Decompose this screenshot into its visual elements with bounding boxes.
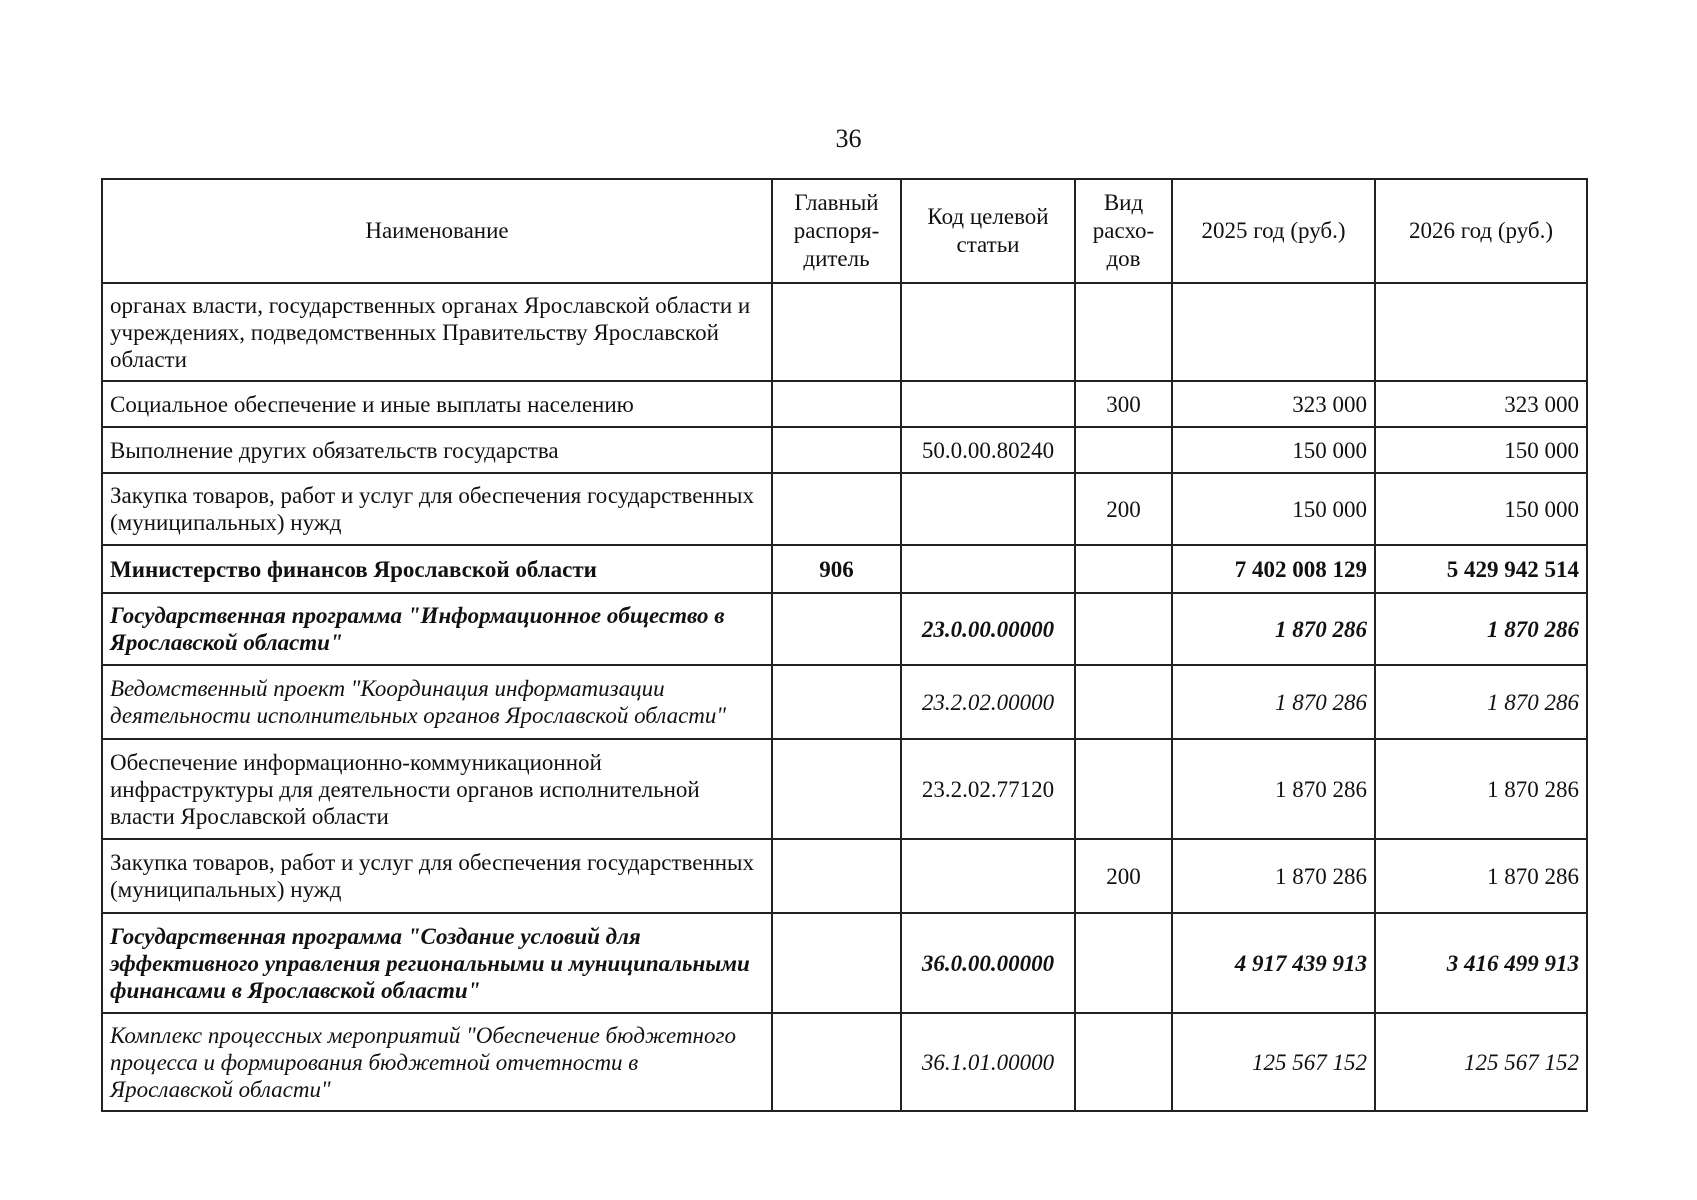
cell-2026: 1 870 286 (1375, 593, 1587, 665)
cell-code (901, 839, 1075, 913)
cell-name: Обеспечение информационно-коммуникационной инфраструктуры для деятельности органов исполнительной власти Ярославской области (102, 739, 772, 839)
cell-name: Закупка товаров, работ и услуг для обеспечения государственных (муниципальных) нужд (102, 473, 772, 545)
table-row (102, 1013, 1587, 1111)
cell-type: 200 (1075, 839, 1172, 913)
table-row (102, 283, 1587, 381)
cell-2025: 7 402 008 129 (1172, 545, 1375, 593)
cell-2025: 1 870 286 (1172, 839, 1375, 913)
cell-admin: 906 (772, 545, 901, 593)
cell-2025: 323 000 (1172, 381, 1375, 427)
cell-2026: 323 000 (1375, 381, 1587, 427)
cell-code (901, 545, 1075, 593)
cell-2025: 1 870 286 (1172, 665, 1375, 739)
cell-code (901, 473, 1075, 545)
cell-code: 23.0.00.00000 (901, 593, 1075, 665)
page-number: 36 (835, 124, 862, 153)
cell-code (901, 283, 1075, 381)
cell-2025: 125 567 152 (1172, 1013, 1375, 1111)
cell-code: 36.0.00.00000 (901, 913, 1075, 1013)
cell-code: 23.2.02.77120 (901, 739, 1075, 839)
cell-2026: 1 870 286 (1375, 665, 1587, 739)
cell-code: 36.1.01.00000 (901, 1013, 1075, 1111)
cell-admin (772, 473, 901, 545)
cell-type (1075, 545, 1172, 593)
cell-type (1075, 665, 1172, 739)
table-row (102, 381, 1587, 427)
cell-type (1075, 913, 1172, 1013)
budget-table (101, 178, 1588, 1112)
cell-admin (772, 283, 901, 381)
cell-code: 23.2.02.00000 (901, 665, 1075, 739)
table-row (102, 839, 1587, 913)
header-2026: 2026 год (руб.) (1375, 179, 1587, 283)
cell-name: Министерство финансов Ярославской области (102, 545, 772, 593)
cell-2026: 125 567 152 (1375, 1013, 1587, 1111)
cell-2026: 1 870 286 (1375, 839, 1587, 913)
table-header-row (102, 179, 1587, 283)
cell-name: Государственная программа "Информационное общество в Ярославской области" (102, 593, 772, 665)
cell-name: Социальное обеспечение и иные выплаты населению (102, 381, 772, 427)
cell-admin (772, 381, 901, 427)
table-row (102, 473, 1587, 545)
cell-2025: 150 000 (1172, 427, 1375, 473)
table-body (102, 283, 1587, 1111)
cell-type (1075, 283, 1172, 381)
cell-type (1075, 739, 1172, 839)
table-row (102, 427, 1587, 473)
header-2025: 2025 год (руб.) (1172, 179, 1375, 283)
cell-2026: 5 429 942 514 (1375, 545, 1587, 593)
cell-name: Выполнение других обязательств государства (102, 427, 772, 473)
cell-type (1075, 593, 1172, 665)
cell-2025: 1 870 286 (1172, 593, 1375, 665)
cell-2025: 150 000 (1172, 473, 1375, 545)
cell-2026: 3 416 499 913 (1375, 913, 1587, 1013)
header-code: Код целевой статьи (901, 179, 1075, 283)
header-type: Вид расхо-дов (1075, 179, 1172, 283)
cell-code (901, 381, 1075, 427)
table-row (102, 739, 1587, 839)
cell-name: Закупка товаров, работ и услуг для обеспечения государственных (муниципальных) нужд (102, 839, 772, 913)
cell-2025: 1 870 286 (1172, 739, 1375, 839)
table-row (102, 913, 1587, 1013)
cell-admin (772, 739, 901, 839)
cell-name: Ведомственный проект "Координация информатизации деятельности исполнительных органов Ярославской области" (102, 665, 772, 739)
cell-type (1075, 1013, 1172, 1111)
cell-admin (772, 1013, 901, 1111)
cell-type: 200 (1075, 473, 1172, 545)
cell-admin (772, 913, 901, 1013)
cell-admin (772, 427, 901, 473)
cell-admin (772, 839, 901, 913)
table-row (102, 665, 1587, 739)
cell-name: органах власти, государственных органах Ярославской области и учреждениях, подведомственных Правительству Ярославской области (102, 283, 772, 381)
table-row (102, 545, 1587, 593)
cell-name: Государственная программа "Создание условий для эффективного управления региональными и муниципальными финансами в Ярославской области" (102, 913, 772, 1013)
cell-2025 (1172, 283, 1375, 381)
cell-2025: 4 917 439 913 (1172, 913, 1375, 1013)
cell-name: Комплекс процессных мероприятий "Обеспечение бюджетного процесса и формирования бюджетной отчетности в Ярославской области" (102, 1013, 772, 1111)
cell-type: 300 (1075, 381, 1172, 427)
cell-2026: 150 000 (1375, 427, 1587, 473)
cell-2026: 150 000 (1375, 473, 1587, 545)
cell-2026 (1375, 283, 1587, 381)
cell-type (1075, 427, 1172, 473)
header-admin: Главный распоря-дитель (772, 179, 901, 283)
cell-2026: 1 870 286 (1375, 739, 1587, 839)
cell-code: 50.0.00.80240 (901, 427, 1075, 473)
table-row (102, 593, 1587, 665)
header-name: Наименование (102, 179, 772, 283)
cell-admin (772, 665, 901, 739)
cell-admin (772, 593, 901, 665)
